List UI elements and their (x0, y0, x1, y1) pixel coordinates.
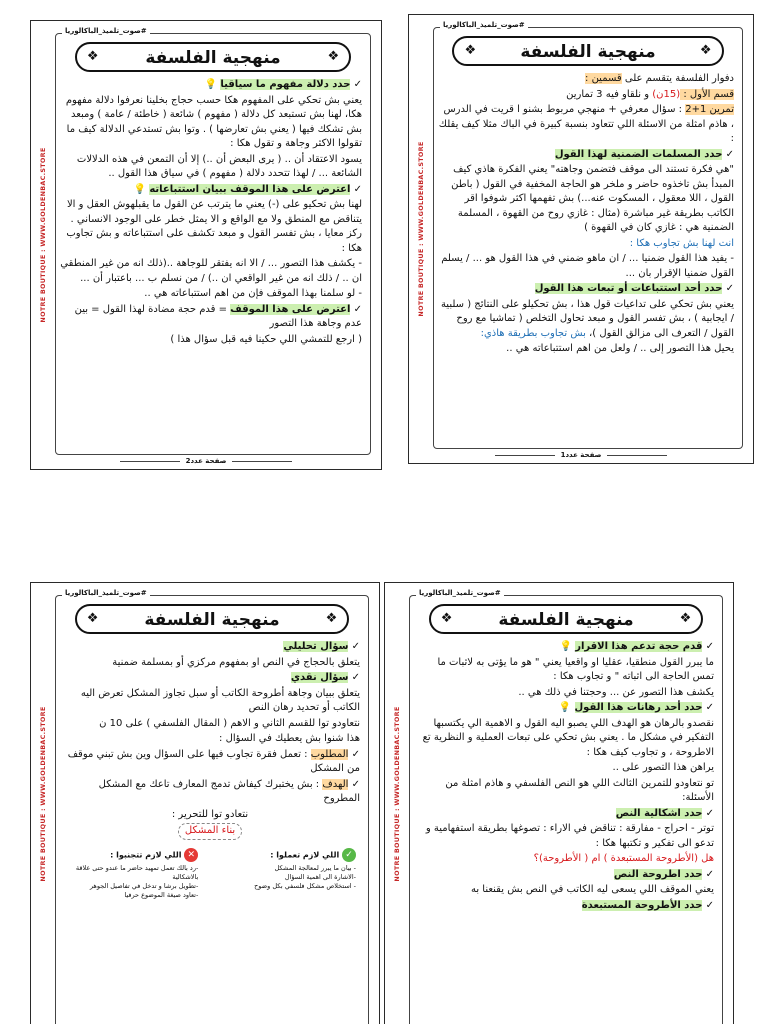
hashtag-mark: #صوت_تلميذ_الباكالوريا (440, 21, 528, 29)
check-icon: ✓ (705, 807, 714, 819)
paragraph: يعني الموقف اللي يسعى ليه الكاتب في النص بش يقنعنا به (470, 884, 714, 895)
paragraph: نتعاودو توا للقسم الثاني و الاهم ( المقال الفلسفي ) على 10 ن (99, 717, 360, 729)
bulb-icon: 💡 (204, 79, 218, 90)
dont-heading: ✕ اللي لازم تتجنبوا : (64, 848, 198, 862)
paragraph: يتعلق ببيان وجاهة أطروحة الكاتب أو سبل تجاوز المشكل تعرض اليه الكاتب أو تحديد رهان النص (80, 687, 360, 713)
paragraph: ✓ الهدف : بش يختبرك كيفاش تدمج المعارف تاعك مع المشكل المطروح (98, 778, 360, 804)
section-heading: ✓ سؤال تحليلي (283, 641, 360, 652)
section-heading: ✓ حدد المسلمات الضمنية لهذا القول (554, 148, 734, 160)
page-content (56, 78, 370, 347)
bulb-icon: 💡 (133, 183, 147, 195)
page-title: ❖ منهجية الفلسفة ❖ (75, 42, 351, 72)
check-icon: ✓ (725, 148, 734, 160)
paragraph: يعني بش تحكي على تداعيات قول هذا ، بش تحكيلو على النتائج ( سلبية / ايجابية ) ، بش تفسر القول و مبعد تحاول التخلص ( تماشيا مع روح القول / التعرف الى مزالق القول )، بش تجاوب بطريقة هاذي: (440, 298, 734, 339)
page-frame (55, 589, 369, 1024)
section-heading: ✓ حدد الأطروحة المستبعدة (581, 899, 714, 911)
section-heading: ✓ حدد دلالة مفهوم ما سياقيا 💡 (204, 79, 362, 90)
section-heading: ✓ حدد أحد استتباعات أو تبعات هذا القول (534, 283, 734, 294)
do-dont-columns (60, 848, 360, 900)
hashtag-mark: #صوت_تلميذ_الباكالوريا (62, 27, 150, 35)
title-ornament-icon: ❖ (464, 43, 477, 58)
paragraph: يتعلق بالحجاج في النص او بمفهوم مركزي أو بمسلمة ضمنية (112, 656, 360, 668)
check-icon: ✓ (351, 748, 360, 760)
section-heading: ✓ قدم حجة تدعم هذا الاقرار 💡 (559, 641, 714, 652)
list-item: - استخلاص مشكل فلسفي بكل وضوح (254, 881, 356, 890)
paragraph: توتر - احراج - مفارقة : تناقض في الاراء : تصوغها بطريقة استفهامية و تدعو الى تفكير و تكتبها هكا : (425, 823, 714, 849)
side-url-text: NOTRE BOUTIQUE : WWW.GOLDENBAC.STORE (393, 705, 401, 882)
check-circle-icon: ✓ (342, 848, 356, 862)
paragraph: لهنا بش تحكيو على (-) يعني ما يترتب عن القول ما يقبلهوش العقل و الا يتناقض مع المنطق ولا مع الواقع و الا يمثل خطر على الوجود الانساني . ركز معايا ، بش تفسر القول و مبعد تكشف على استتباعاته و بش تجاوب هكا : (66, 199, 362, 254)
side-url-text: NOTRE BOUTIQUE : WWW.GOLDENBAC.STORE (39, 705, 47, 882)
check-icon: ✓ (705, 868, 714, 880)
paragraph: يحيل هذا التصور إلى .. / ولعل من اهم استتباعاته هي .. (506, 343, 734, 354)
side-url-text: NOTRE BOUTIQUE : WWW.GOLDENBAC.STORE (417, 141, 425, 317)
paragraph: ✓ المطلوب : تعمل فقرة تجاوب فيها على السؤال وين بش تبني موقف من المشكل (67, 748, 360, 774)
paragraph: نقصدو بالرهان هو الهدف اللي يصبو اليه القول و الاهمية الي يكتسبها التفكير في مشكل ما . يعني بش تحكي على تبعات العملية و النظرية تع الاطروحة ، و تجاوب كيف هكا : (422, 717, 714, 758)
document-page-2 (30, 20, 382, 470)
paragraph: - لو سلمنا بهذا الموقف فإن من اهم استتباعاته هي .. (144, 288, 362, 299)
paragraph (60, 823, 360, 840)
title-ornament-icon: ❖ (86, 611, 99, 626)
title-ornament-icon: ❖ (325, 611, 338, 626)
paragraph: يراهن هذا التصور على .. (612, 762, 714, 773)
paragraph: - يكشف هذا التصور ... / الا انه يفتقر للوجاهة ..(ذلك انه من غير المنطقي ان .. / ذلك انه من غير الواقعي ان ..) / من نسلم ب ... باعتبار أن ... (60, 258, 362, 284)
check-icon: ✓ (351, 672, 360, 683)
check-icon: ✓ (351, 778, 360, 790)
paragraph: هل (الأطروحة المستبعدة ) ام ( الأطروحة)؟ (533, 853, 714, 864)
section-heading: ✓ اعترض على هذا الموقف ببيان استتباعاته 💡 (133, 183, 362, 195)
paragraph: يسود الاعتقاد أن .. ( يرى البعض أن ..) إلا أن التمعن في هذه الدلالات الشائعة ... / لهذا تتحدد دلالة ( مفهوم ) في سياق هذا القول .. (76, 153, 362, 179)
paragraph: دفوار الفلسفة يتقسم على قسمين : (585, 73, 734, 84)
paragraph: يعني بش تحكي على المفهوم هكا حسب حجاج بخلينا نعرفوا دلالة مفهوم هكا، لهنا بش تستبعد كل دلالة ( مفهوم ) شائعة ( خاطئة / عامة ) ومبعد بش تشكك فيها ( يعني بش تعارضها ) . وتوا بش تستدعي الدلالة كيف ما تقولوا الاكثر وجاهة و تقول هكا : (65, 94, 362, 149)
check-icon: ✓ (351, 641, 360, 652)
section-heading: ✓ سؤال نقدي (290, 672, 360, 683)
paragraph: ما يبرر القول منطقيا، عقليا او واقعيا يعني " هو ما يؤتى به لاثبات ما تمس الحاجة الى اثباته " و تجاوب هكا : (437, 656, 714, 682)
page-number: صفحة عدد1 (423, 451, 739, 459)
check-icon: ✓ (705, 702, 714, 713)
page-content (434, 72, 742, 357)
document-page-4 (30, 582, 380, 1024)
page-frame (409, 589, 723, 1024)
dont-column (64, 848, 198, 900)
paragraph: تمرين 1+2 : سؤال معرفي + منهجي مربوط بشنو ا قريت في الدرس ، هاذم امثلة من الاسئلة اللي تتعاود بنسبة كبيرة في الباك مثلا كيف يقلك : (438, 104, 734, 144)
check-icon: ✓ (705, 641, 714, 652)
check-icon: ✓ (705, 899, 714, 911)
check-icon: ✓ (353, 183, 362, 195)
title-ornament-icon: ❖ (86, 49, 99, 64)
page-content (410, 640, 722, 913)
check-icon: ✓ (353, 79, 362, 90)
paragraph: "هي فكرة تستند الى موقف فتضمن وجاهته" يعني الفكرة هاذي كيف المبدأ بش تاخذوه حاضر و ملخر هو الحاجة المخفية في القول ( باطن القول ، اللا معقول ، المسكوت عنه...) بش تفهمها اكثر شوفوا اقر الكاتب بطريقة غير مباشرة (مثال : غازي روح من القهوة ، المسلمة الضمنية هي : غازي كان في القهوة ) (451, 164, 734, 233)
section-heading: ✓ اعترض على هذا الموقف = قدم حجة مضادة لهذا القول = بين عدم وجاهة هذا التصور (74, 303, 362, 329)
check-icon: ✓ (353, 303, 362, 315)
title-ornament-icon: ❖ (327, 49, 340, 64)
title-ornament-icon: ❖ (699, 43, 712, 58)
paragraph: يكشف هذا التصور عن ... وحجتنا في ذلك هي .. (518, 686, 714, 698)
document-page-1 (408, 14, 754, 464)
paragraph: هذا شنوا بش يعطيك في السؤال : (219, 733, 360, 744)
page-number: صفحة عدد2 (45, 457, 367, 465)
page-content (56, 640, 368, 900)
paragraph: تو نتعاودو للتمرين الثالث اللي هو النص الفلسفي و هاذم امثلة من الأسئلة: (445, 777, 714, 803)
page-title: ❖ منهجية الفلسفة ❖ (75, 604, 350, 634)
paragraph: انت لهنا بش تجاوب هكا : (629, 237, 734, 249)
page-frame (433, 21, 743, 449)
bulb-icon: 💡 (559, 641, 572, 652)
page-title: ❖ منهجية الفلسفة ❖ (429, 604, 704, 634)
page-title: ❖ منهجية الفلسفة ❖ (452, 36, 723, 66)
title-ornament-icon: ❖ (440, 611, 453, 626)
section-heading: ✓ حدد اطروحة النص (613, 868, 714, 880)
title-ornament-icon: ❖ (679, 611, 692, 626)
check-icon: ✓ (725, 283, 734, 294)
list-item: -تطويل برشا و تدخل في تفاصيل الجوهر (89, 881, 199, 890)
section-badge: بناء المشكل (178, 823, 242, 840)
document-page-3 (384, 582, 734, 1024)
paragraph: نتعادو توا للتحرير : (171, 808, 249, 820)
side-url-text: NOTRE BOUTIQUE : WWW.GOLDENBAC.STORE (39, 147, 47, 323)
do-column (222, 848, 356, 900)
bulb-icon: 💡 (558, 702, 572, 713)
section-heading: ✓ حدد أحد رهانات هذا القول 💡 (558, 702, 714, 713)
paragraph: ( ارجع للتمشي اللي حكينا فيه قبل سؤال هذا ) (170, 333, 362, 345)
section-heading: ✓ حدد اشكالية النص (615, 807, 714, 819)
paragraph: - يفيد هذا القول ضمنيا ... / ان ماهو ضمني في هذا القول هو ... / يسلم القول ضمنيا الإقرار بان ... (441, 253, 734, 279)
list-item: - بيان ما يبرر لمعالجة المشكل (274, 863, 356, 872)
hashtag-mark: #صوت_تلميذ_الباكالوريا (62, 589, 150, 597)
paragraph: قسم الأول : (15ن) و نلقاو فيه 3 تمارين (566, 88, 734, 100)
list-item: -الاشارة الى اهمية السؤال (284, 872, 356, 881)
list-item: -رد بالك تعمل تمهيد حاضر ما عندو حتى علاقة بالاشكالية (75, 863, 199, 881)
hashtag-mark: #صوت_تلميذ_الباكالوريا (416, 589, 504, 597)
do-heading: ✓ اللي لازم تعملوا : (222, 848, 356, 862)
page-frame (55, 27, 371, 455)
cross-circle-icon: ✕ (184, 848, 198, 862)
list-item: -تعاود صيغة الموضوع حرفيا (124, 890, 199, 899)
